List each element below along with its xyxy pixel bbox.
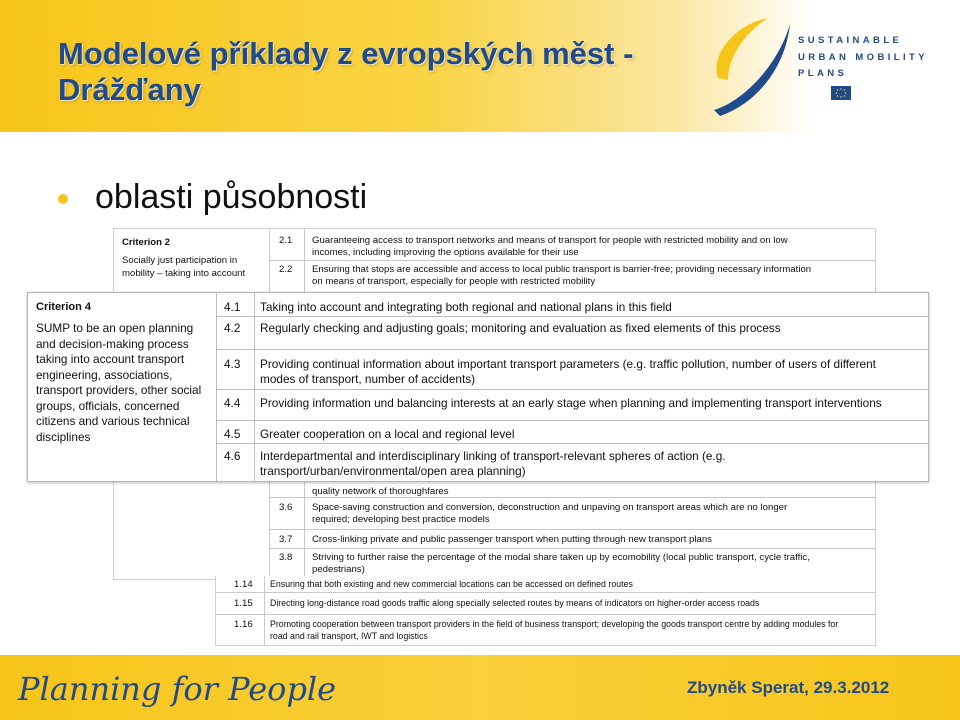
row-text: required; developing best practice models <box>312 514 490 525</box>
column-divider <box>216 293 217 481</box>
logo-line-1: SUSTAINABLE <box>798 35 903 46</box>
row-text: Striving to further raise the percentage of the modal share taken up by ecomobility (local public transport, cycle traffic, <box>312 552 810 563</box>
desc-line: taking into account transport <box>36 352 185 366</box>
row-number: 3.6 <box>279 502 293 513</box>
row-number: 1.16 <box>234 619 253 630</box>
row-text: pedestrians) <box>312 564 365 575</box>
desc-line: groups, officials, concerned <box>36 398 180 413</box>
row-divider <box>216 592 875 593</box>
row-text: Ensuring that both existing and new commercial locations can be accessed on defined routes <box>270 579 633 589</box>
row-divider <box>269 548 875 549</box>
bullet-dot-icon <box>58 194 68 204</box>
sump-swoosh-logo-icon <box>706 6 794 118</box>
row-text: Cross-linking private and public passenger transport when putting through new transport plans <box>312 534 712 545</box>
row-text: Greater cooperation on a local and regional level <box>260 427 515 441</box>
row-text: Interdepartmental and interdisciplinary linking of transport-relevant spheres of action (e.g. <box>260 449 726 463</box>
row-text: Ensuring that stops are accessible and access to local public transport is barrier-free; providing necessary information <box>312 264 812 275</box>
desc-line: engineering, associations, <box>36 367 173 382</box>
sump-logo-text <box>798 33 928 83</box>
row-divider <box>216 316 928 317</box>
column-divider <box>264 576 265 645</box>
row-text: Taking into account and integrating both regional and national plans in this field <box>260 300 672 314</box>
row-divider <box>216 349 928 350</box>
row-number: 3.8 <box>279 552 293 563</box>
logo-line-2: URBAN MOBILITY <box>798 51 928 63</box>
row-number: 3.7 <box>279 534 293 545</box>
row-text: modes of transport, number of accidents) <box>260 372 476 386</box>
logo-line-3: PLANS <box>798 68 848 79</box>
row-text: Directing long-distance road goods traffic along specially selected routes by means of indicators on higher-order access roads <box>270 598 760 608</box>
row-divider <box>216 614 875 615</box>
column-divider <box>254 293 255 481</box>
row-number: 4.1 <box>224 300 241 314</box>
row-number: 4.5 <box>224 427 241 441</box>
row-divider <box>216 420 928 421</box>
row-text: Space-saving construction and conversion, deconstruction and unpaving on transport areas which are no longer <box>312 502 788 513</box>
criterion-2-title: Criterion 2 <box>122 237 170 248</box>
title-line-2: Drážďany <box>58 72 201 107</box>
row-divider <box>269 497 875 498</box>
criterion-4-card <box>27 292 929 482</box>
row-text: Guaranteeing access to transport networks and means of transport for people with restricted mobility and on low <box>312 235 788 246</box>
criterion-2-desc-2: mobility – taking into account <box>122 268 246 279</box>
page-title <box>58 36 633 108</box>
desc-line: disciplines <box>36 429 91 444</box>
row-number: 4.2 <box>224 321 241 335</box>
lower-table <box>215 576 876 646</box>
row-text-fragment: quality network of thoroughfares <box>312 486 449 497</box>
desc-line: and decision-making process <box>36 336 189 351</box>
row-number: 4.3 <box>224 357 241 371</box>
desc-line: SUMP to be an open planning <box>36 321 194 335</box>
footer-author-date: Zbyněk Sperat, 29.3.2012 <box>687 678 890 697</box>
row-number: 2.2 <box>279 264 293 275</box>
row-number: 4.6 <box>224 449 241 463</box>
eu-flag-icon <box>831 86 851 100</box>
row-number: 1.15 <box>234 598 253 609</box>
row-number: 4.4 <box>224 396 241 410</box>
bullet-text: oblasti působnosti <box>95 178 368 216</box>
row-divider <box>269 529 875 530</box>
criterion-4-title: Criterion 4 <box>36 301 92 313</box>
desc-line: transport providers, other social <box>36 383 202 397</box>
row-text: incomes, including improving the options available for their use <box>312 247 579 258</box>
row-number: 1.14 <box>234 579 253 590</box>
row-text: Providing continual information about important transport parameters (e.g. traffic pollution, number of users of different <box>260 357 876 371</box>
desc-line: citizens and various technical <box>36 414 190 428</box>
row-text: on means of transport, especially for people with restricted mobility <box>312 276 596 287</box>
criterion-2-desc-1: Socially just participation in <box>122 255 238 266</box>
row-divider <box>269 260 875 261</box>
row-number: 2.1 <box>279 235 293 246</box>
row-text: transport/urban/environmental/open area planning) <box>260 464 526 478</box>
row-text: Regularly checking and adjusting goals; monitoring and evaluation as fixed elements of this process <box>260 321 781 335</box>
row-text: Providing information und balancing interests at an early stage when planning and implementing transport interventions <box>260 396 882 410</box>
footer-tagline: Planning for People <box>18 670 337 708</box>
title-line-1: Modelové příklady z evropských měst - <box>58 36 634 71</box>
row-text: road and rail transport, IWT and logistics <box>270 631 428 641</box>
criterion-4-description <box>36 321 216 445</box>
row-divider <box>216 443 928 444</box>
row-text: Promoting cooperation between transport providers in the field of business transport; developing the goods transport centre by adding modules for <box>270 619 839 629</box>
row-divider <box>216 389 928 390</box>
